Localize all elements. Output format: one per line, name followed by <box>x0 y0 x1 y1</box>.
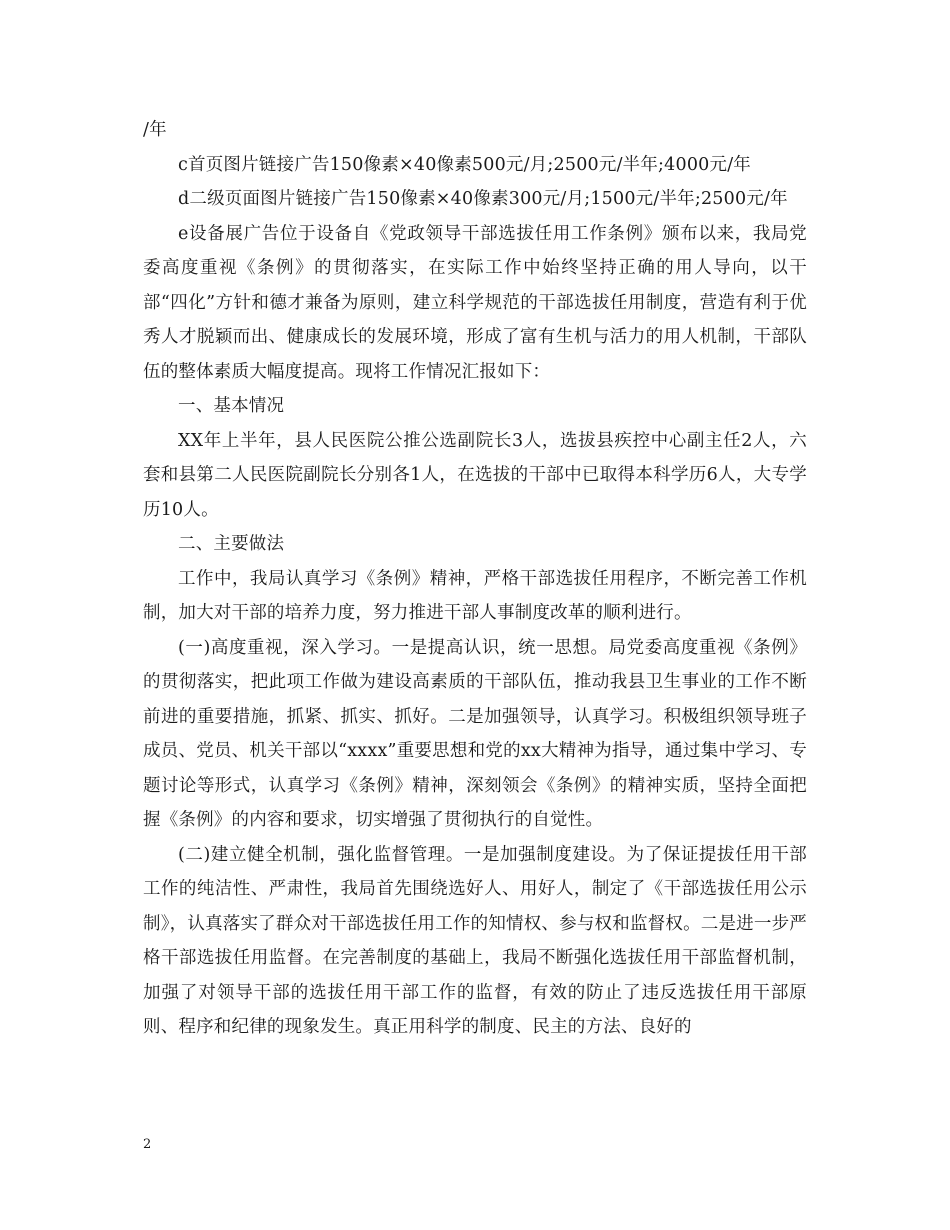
paragraph-secondary-page-ad-price: d二级页面图片链接广告150像素×40像素300元/月;1500元/半年;2500元/年 <box>178 189 788 209</box>
document-body <box>143 113 807 1045</box>
page-number: 2 <box>143 1137 152 1152</box>
paragraph-basic-situation: XX年上半年，县人民医院公推公选副院长3人，选拔县疾控中心副主任2人，六套和县第二人民医院副院长分别各1人，在选拔的干部中已取得本科学历6人，大专学历10人。 <box>143 430 807 520</box>
paragraph-introduction: e设备展广告位于设备自《党政领导干部选拔任用工作条例》颁布以来，我局党委高度重视《条例》的贯彻落实，在实际工作中始终坚持正确的用人导向，以干部“四化”方针和德才兼备为原则，建立科学规范的干部选拔任用制度，营造有利于优秀人才脱颖而出、健康成长的发展环境，形成了富有生机与活力的用人机制，干部队伍的整体素质大幅度提高。现将工作情况汇报如下： <box>143 223 807 382</box>
paragraph-practice-one: (一)高度重视，深入学习。一是提高认识，统一思想。局党委高度重视《条例》的贯彻落实，把此项工作做为建设高素质的干部队伍，推动我县卫生事业的工作不断前进的重要措施，抓紧、抓实、抓好。二是加强领导，认真学习。积极组织领导班子成员、党员、机关干部以“xxxx”重要思想和党的xx大精神为指导，通过集中学习、专题讨论等形式，认真学习《条例》精神，深刻领会《条例》的精神实质，坚持全面把握《条例》的内容和要求，切实增强了贯彻执行的自觉性。 <box>143 637 807 830</box>
paragraph-practice-two: (二)建立健全机制，强化监督管理。一是加强制度建设。为了保证提拔任用干部工作的纯洁性、严肃性，我局首先围绕选好人、用好人，制定了《干部选拔任用公示制》，认真落实了群众对干部选拔任用工作的知情权、参与权和监督权。二是进一步严格干部选拔任用监督。在完善制度的基础上，我局不断强化选拔任用干部监督机制，加强了对领导干部的选拔任用干部工作的监督，有效的防止了违反选拔任用干部原则、程序和纪律的现象发生。真正用科学的制度、民主的方法、良好的 <box>143 844 807 1037</box>
section-heading-main-practices: 二、主要做法 <box>178 534 285 554</box>
paragraph-main-practices-intro: 工作中，我局认真学习《条例》精神，严格干部选拔任用程序，不断完善工作机制，加大对干部的培养力度，努力推进干部人事制度改革的顺利进行。 <box>143 568 807 623</box>
paragraph-homepage-ad-price: c首页图片链接广告150像素×40像素500元/月;2500元/半年;4000元/年 <box>178 154 751 175</box>
paragraph-price-continuation: /年 <box>143 120 167 140</box>
section-heading-basic-situation: 一、基本情况 <box>178 396 285 416</box>
